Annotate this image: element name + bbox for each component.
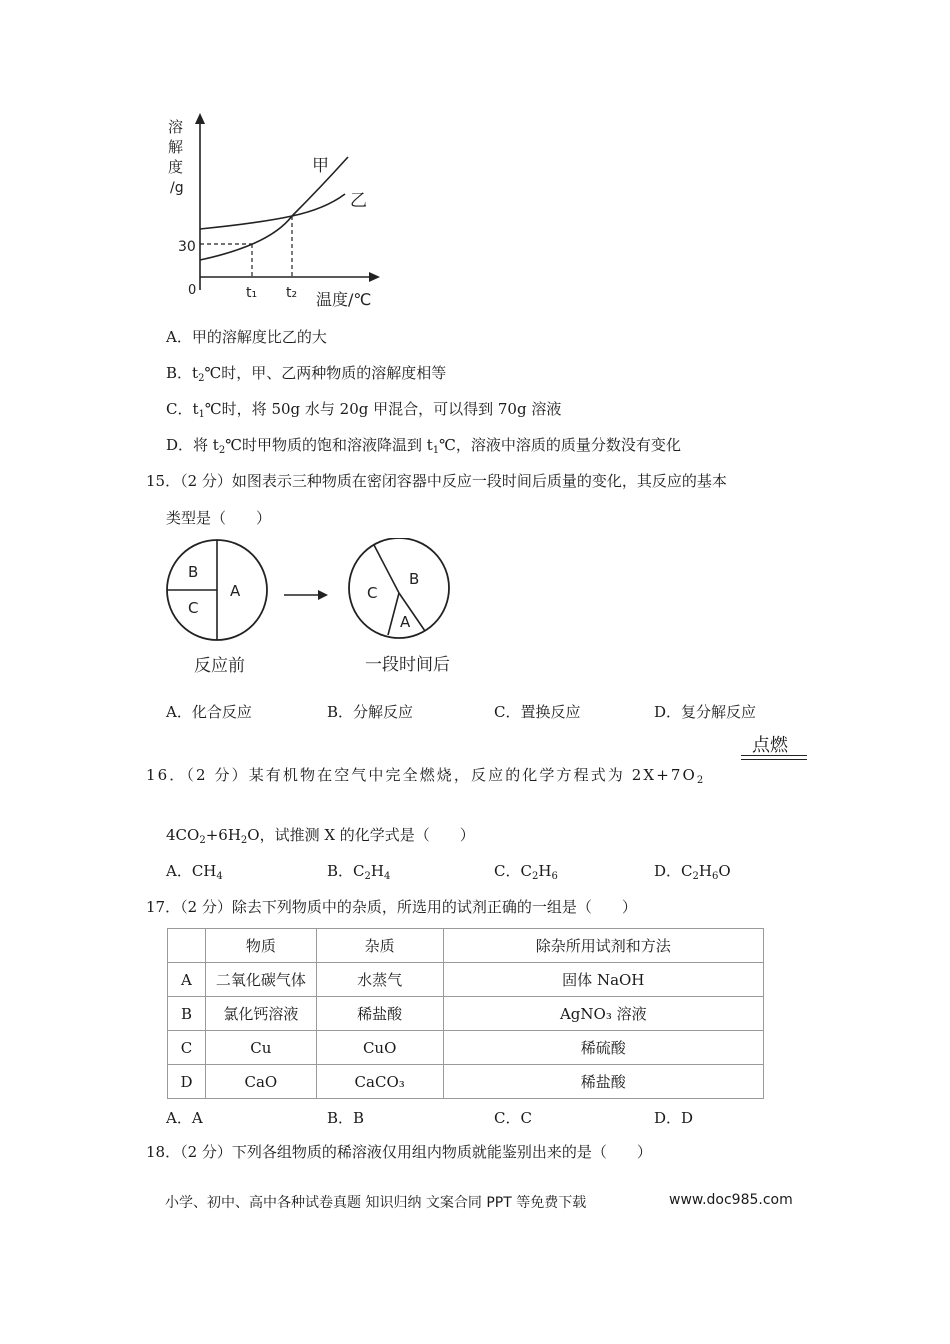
table-header-cell	[168, 929, 206, 963]
pie-after-caption: 一段时间后	[365, 655, 450, 675]
table-row	[168, 1065, 764, 1099]
q17-table	[167, 928, 764, 1099]
q16-d-pre: D．C	[654, 862, 693, 880]
table-cell: AgNO₃ 溶液	[443, 997, 763, 1031]
q16-c-sub2: 6	[551, 871, 558, 882]
q14-option-a[interactable]: A．甲的溶解度比乙的大	[166, 328, 327, 346]
table-cell: CaO	[205, 1065, 316, 1099]
table-cell: CaCO₃	[316, 1065, 443, 1099]
q14-b-pre: B．t	[166, 364, 199, 382]
q14-d-pre: D．将 t	[166, 436, 219, 454]
x-tick-t2: t₂	[286, 285, 298, 301]
q16-c-pre: C．C	[494, 862, 532, 880]
q15-option-c[interactable]: C．置换反应	[494, 703, 581, 721]
table-header-cell: 杂质	[316, 929, 443, 963]
q15-stem-line1: 15．（2 分）如图表示三种物质在密闭容器中反应一段时间后质量的变化，其反应的基本	[146, 472, 727, 490]
table-cell: B	[168, 997, 206, 1031]
q17-option-b[interactable]: B．B	[327, 1109, 365, 1127]
table-row	[168, 963, 764, 997]
pie-after-divider-2	[388, 593, 399, 635]
table-cell: C	[168, 1031, 206, 1065]
pie-before-label-a: A	[230, 582, 241, 600]
q17-stem: 17．（2 分）除去下列物质中的杂质，所选用的试剂正确的一组是（ ）	[146, 898, 637, 916]
table-cell: A	[168, 963, 206, 997]
q16-a-sub: 4	[216, 871, 223, 882]
q17-option-a[interactable]: A．A	[166, 1109, 203, 1127]
q16-line2-a: 4CO	[166, 826, 200, 844]
q14-c-post: ℃时，将 50g 水与 20g 甲混合，可以得到 70g 溶液	[204, 400, 562, 418]
q14-d-post: ℃，溶液中溶质的质量分数没有变化	[439, 436, 681, 454]
q14-b-sub: 2	[198, 373, 205, 384]
x-tick-t1: t₁	[246, 285, 258, 301]
label-yi: 乙	[350, 191, 367, 211]
y-label-char: 溶	[168, 118, 184, 136]
q16-option-b[interactable]	[327, 861, 390, 881]
q15-option-a[interactable]: A．化合反应	[166, 703, 252, 721]
q14-d-mid: ℃时甲物质的饱和溶液降温到 t	[225, 436, 433, 454]
label-jia: 甲	[312, 156, 329, 176]
x-axis-arrow	[369, 272, 380, 282]
q14-b-post: ℃时，甲、乙两种物质的溶解度相等	[204, 364, 447, 382]
pie-after-divider-1	[374, 545, 399, 593]
q16-stem-line1	[146, 765, 705, 785]
table-cell: 固体 NaOH	[443, 963, 763, 997]
q16-d-sub1: 2	[692, 871, 699, 882]
table-row	[168, 997, 764, 1031]
q16-a-pre: A．CH	[166, 862, 217, 880]
table-row	[168, 1031, 764, 1065]
table-cell: CuO	[316, 1031, 443, 1065]
equal-sign-line-top	[741, 755, 807, 756]
q16-c-mid: H	[538, 862, 552, 880]
q15-stem-line2: 类型是（ ）	[166, 509, 272, 527]
q16-d-sub2: 6	[711, 871, 719, 882]
table-cell: 水蒸气	[316, 963, 443, 997]
q16-b-sub2: 4	[383, 871, 391, 882]
q14-d-sub2: 1	[432, 445, 440, 456]
x-axis-label: 温度/℃	[316, 290, 372, 309]
q16-option-a[interactable]	[166, 861, 223, 881]
table-cell: Cu	[205, 1031, 316, 1065]
q16-line1-sub: 2	[696, 775, 706, 786]
q16-line2-c: O，试推测 X 的化学式是（ ）	[247, 826, 475, 844]
q18-stem: 18．（2 分）下列各组物质的稀溶液仅用组内物质就能鉴别出来的是（ ）	[146, 1143, 652, 1161]
table-cell: 二氧化碳气体	[205, 963, 316, 997]
q16-option-c[interactable]	[494, 861, 558, 881]
table-cell: D	[168, 1065, 206, 1099]
q16-d-mid: H	[698, 862, 712, 880]
q17-option-c[interactable]: C．C	[494, 1109, 532, 1127]
reaction-condition: 点燃	[752, 735, 788, 756]
pie-after-label-b: B	[409, 570, 420, 588]
q14-option-c[interactable]	[166, 399, 561, 419]
pie-after	[349, 538, 449, 638]
solubility-graph	[160, 110, 390, 310]
y-axis-arrow	[195, 113, 205, 124]
table-header-cell: 除杂所用试剂和方法	[443, 929, 763, 963]
origin-label: 0	[188, 283, 197, 298]
q17-option-d[interactable]: D．D	[654, 1109, 694, 1127]
table-cell: 稀盐酸	[316, 997, 443, 1031]
equal-sign-line-bottom	[741, 759, 807, 760]
footer-text: 小学、初中、高中各种试卷真题 知识归纳 文案合同 PPT 等免费下载	[165, 1195, 587, 1211]
q16-b-sub1: 2	[364, 871, 371, 882]
table-cell: 稀硫酸	[443, 1031, 763, 1065]
q14-d-sub1: 2	[218, 445, 226, 456]
y-label-char: /g	[170, 180, 184, 196]
q16-line2-sub1: 2	[199, 835, 206, 846]
footer-url[interactable]: www.doc985.com	[669, 1192, 793, 1208]
pie-after-label-c: C	[367, 584, 378, 602]
pie-after-label-a: A	[400, 613, 411, 631]
reaction-arrow-head	[318, 590, 328, 600]
pie-before-label-c: C	[188, 599, 199, 617]
y-label-char: 解	[168, 138, 184, 156]
q14-c-sub: 1	[198, 409, 205, 420]
q14-option-d[interactable]	[166, 435, 681, 455]
table-header-row	[168, 929, 764, 963]
q16-b-mid: H	[370, 862, 384, 880]
y-label-char: 度	[168, 158, 184, 176]
curve-yi	[200, 194, 345, 229]
q14-option-b[interactable]	[166, 363, 446, 383]
reaction-pie-diagram	[160, 538, 470, 683]
q15-option-b[interactable]: B．分解反应	[327, 703, 414, 721]
q16-stem-line2	[166, 825, 475, 845]
table-cell: 稀盐酸	[443, 1065, 763, 1099]
q14-c-pre: C．t	[166, 400, 199, 418]
pie-before-label-b: B	[188, 563, 199, 581]
q16-option-d[interactable]	[654, 861, 731, 881]
pie-before-caption: 反应前	[194, 656, 245, 676]
q16-line1-pre: 16．（2 分）某有机物在空气中完全燃烧，反应的化学方程式为 2X+7O	[146, 766, 697, 784]
q16-line2-b: +6H	[205, 826, 241, 844]
q16-d-post: O	[718, 862, 731, 880]
y-tick-30: 30	[178, 239, 196, 255]
q16-b-pre: B．C	[327, 862, 365, 880]
table-cell: 氯化钙溶液	[205, 997, 316, 1031]
q15-option-d[interactable]: D．复分解反应	[654, 703, 757, 721]
table-header-cell: 物质	[205, 929, 316, 963]
q16-line2-sub2: 2	[240, 835, 248, 846]
q16-c-sub1: 2	[531, 871, 539, 882]
